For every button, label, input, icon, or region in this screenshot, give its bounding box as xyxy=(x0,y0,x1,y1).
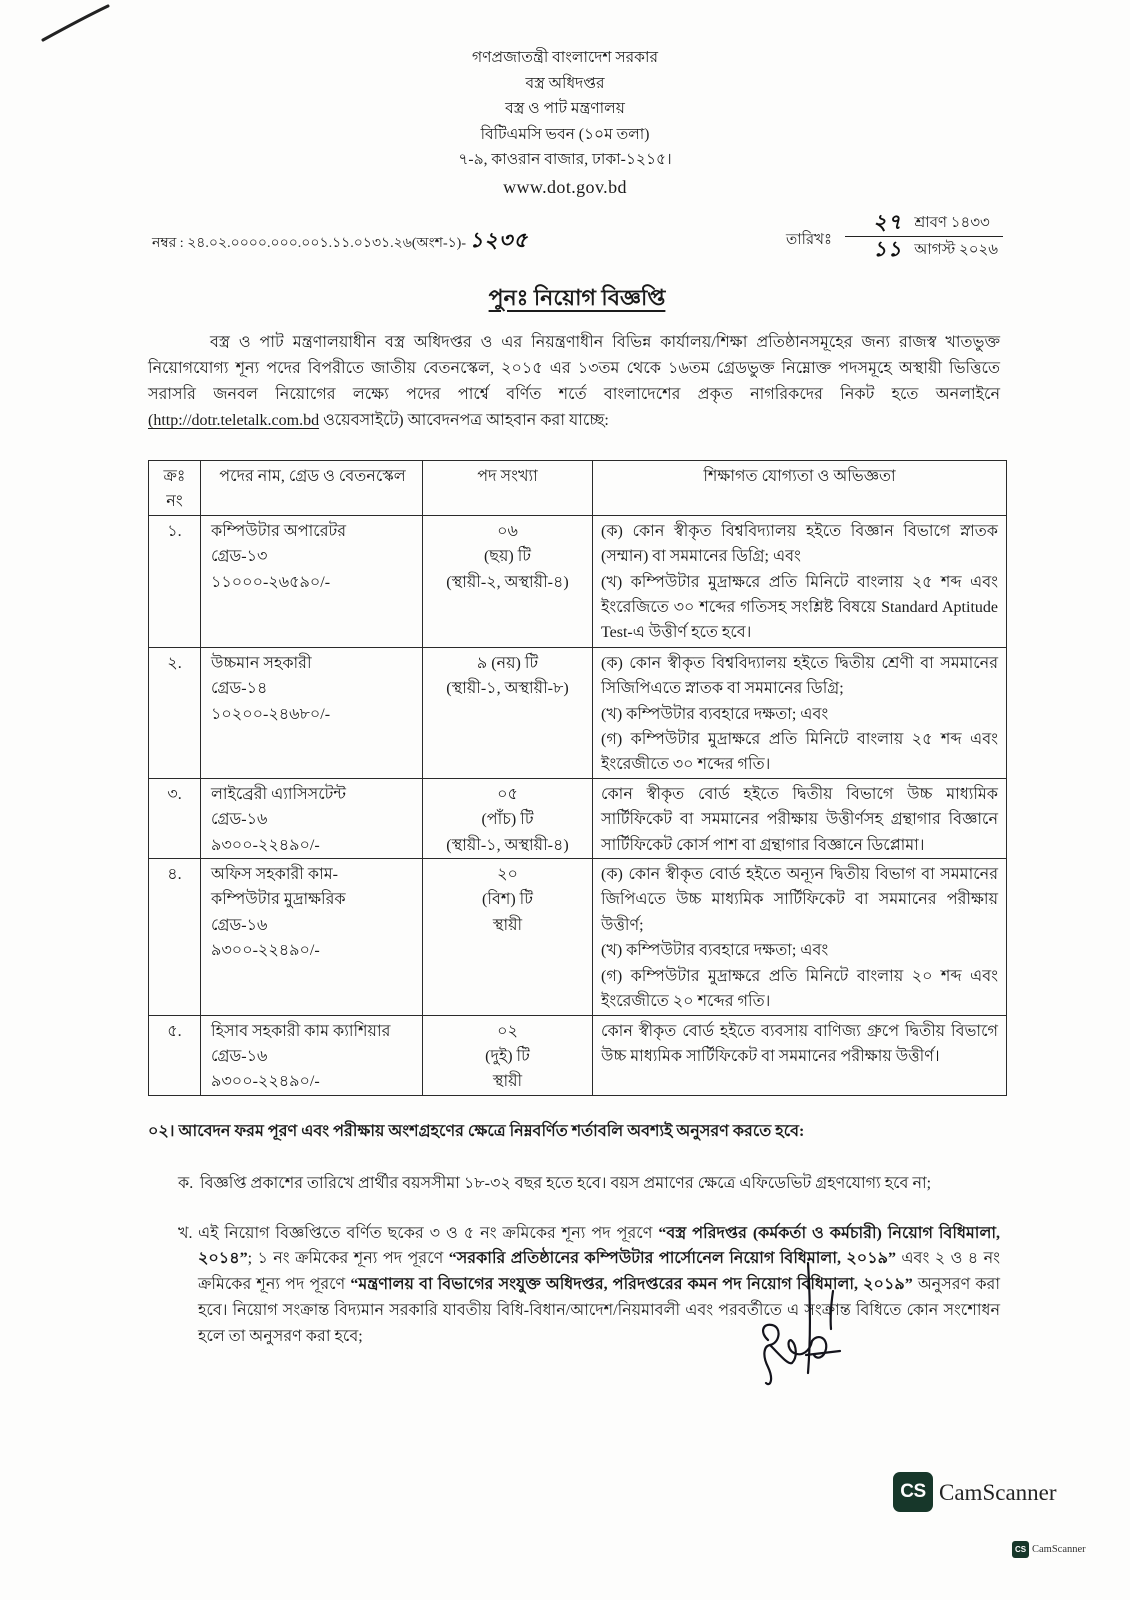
rule-name: “সরকারি প্রতিষ্ঠানের কম্পিউটার পার্সোনেল নিয়োগ বিধিমালা, ২০১৯” xyxy=(448,1250,896,1268)
count-cell xyxy=(423,859,593,1015)
condition-label: খ. xyxy=(178,1224,193,1242)
count-cell xyxy=(423,647,593,778)
qualification-item: (খ) কম্পিউটার ব্যবহারে দক্ষতা; এবং xyxy=(601,705,829,723)
intro-text: বস্ত্র ও পাট মন্ত্রণালয়াধীন বস্ত্র অধিদপ্তর ও এর নিয়ন্ত্রণাধীন বিভিন্ন কার্যালয়/শিক্ষা প্রতিষ্ঠানসমূহের জন্য রাজস্ব খাতভুক্ত নিয়োগযোগ্য শূন্য পদের বিপরীতে জাতীয় বেতনস্কেল, ২০১৫ এর ১৩তম থেকে ১৬তম গ্রেডভুক্ত নিম্নোক্ত পদসমূহে অস্থায়ী ভিত্তিতে সরাসরি জনবল নিয়োগের লক্ষ্যে পদের পার্শ্বে বর্ণিত শর্তে বাংলাদেশের প্রকৃত নাগরিকদের নিকট হতে অনলাইনে xyxy=(148,334,1000,403)
header-post: পদের নাম, গ্রেড ও বেতনস্কেল xyxy=(201,461,423,516)
english-date-month-year: আগস্ট ২০২৬ xyxy=(914,242,998,258)
qualification-cell xyxy=(593,859,1007,1015)
intro-text-end: ওয়েবসাইটে) আবেদনপত্র আহবান করা যাচ্ছে: xyxy=(323,412,609,429)
letterhead xyxy=(0,45,1130,201)
rule-name: “বস্ত্র পরিদপ্তর (কর্মকর্তা ও কর্মচারী) নিয়োগ বিধিমালা, ২০১৪” xyxy=(198,1224,1001,1268)
post-name: উচ্চমান সহকারী xyxy=(211,654,312,672)
qualification-cell xyxy=(593,515,1007,647)
condition-text-part: ; ১ নং ক্রমিকের শূন্য পদ পূরণে xyxy=(247,1250,444,1268)
post-pay-scale: ৯৩০০-২২৪৯০/- xyxy=(211,1073,320,1091)
date-block xyxy=(845,210,1003,264)
row-serial: ৪. xyxy=(149,859,201,1015)
post-pay-scale: ১১০০০-২৬৫৯০/- xyxy=(211,573,331,591)
row-serial: ৩. xyxy=(149,778,201,858)
english-date xyxy=(845,237,1003,264)
memo-number-handwritten: ১২৩৫ xyxy=(469,227,529,252)
qualification-item: (খ) কম্পিউটার ব্যবহারে দক্ষতা; এবং xyxy=(601,942,829,960)
post-pay-scale: ১০২০০-২৪৬৮০/- xyxy=(211,705,331,723)
table-header-row xyxy=(149,461,1007,516)
camscanner-logo: CS xyxy=(893,1472,933,1512)
title-text: পুনঃ নিয়োগ বিজ্ঞপ্তি xyxy=(488,285,666,310)
building-name: বিটিএমসি ভবন (১০ম তলা) xyxy=(480,125,650,143)
government-name: গণপ্রজাতন্ত্রী বাংলাদেশ সরকার xyxy=(471,49,659,66)
post-count: ২০ xyxy=(497,866,518,884)
post-grade: গ্রেড-১৬ xyxy=(211,916,268,934)
qualification-item: (ক) কোন স্বীকৃত বোর্ড হইতে অন্যূন দ্বিতীয় বিভাগ বা সমমানের জিপিএতে উচ্চ মাধ্যমিক সার্টিফিকেট বা সমমানের পরীক্ষায় উত্তীর্ণ; xyxy=(601,866,998,934)
post-cell xyxy=(201,1015,423,1095)
post-grade: গ্রেড-১৬ xyxy=(211,1047,268,1065)
condition-text xyxy=(198,1221,1000,1350)
condition-text-part: অনুসরণ করা হবে। নিয়োগ সংক্রান্ত বিদ্যমান সরকারি যাবতীয় বিধি-বিধান/আদেশ/নিয়মাবলী এবং পরবর্তীতে এ সংক্রান্ত বিধিতে কোন সংশোধন হলে তা অনুসরণ করা হবে; xyxy=(198,1276,1000,1345)
camscanner-brand: CamScanner xyxy=(939,1480,1057,1505)
post-grade: গ্রেড-১৩ xyxy=(211,548,268,566)
post-count-words: (ছয়) টি xyxy=(483,548,532,566)
qualification-cell xyxy=(593,778,1007,858)
row-serial: ৫. xyxy=(149,1015,201,1095)
qualification-item: (গ) কম্পিউটার মুদ্রাক্ষরে প্রতি মিনিটে বাংলায় ২৫ শব্দ এবং ইংরেজীতে ৩০ শব্দের গতি। xyxy=(601,731,998,774)
camscanner-small-brand: CamScanner xyxy=(1032,1544,1086,1555)
post-grade: গ্রেড-১৬ xyxy=(211,811,268,829)
header-serial-text: ক্রঃ xyxy=(163,468,186,485)
application-url: (http://dotr.teletalk.com.bd xyxy=(148,412,320,429)
post-cell xyxy=(201,515,423,647)
post-count-breakdown: (স্থায়ী-১, অস্থায়ী-৪) xyxy=(446,836,569,854)
posts-table xyxy=(148,460,1007,1096)
header-serial xyxy=(149,461,201,516)
notice-body xyxy=(148,283,1006,1350)
post-count: ০২ xyxy=(497,1022,518,1040)
post-count-words: (পাঁচ) টি xyxy=(481,811,534,829)
handwritten-signature-icon xyxy=(740,1245,860,1395)
post-count-breakdown: (স্থায়ী-২, অস্থায়ী-৪) xyxy=(446,573,569,591)
qualification-item: কোন স্বীকৃত বোর্ড হইতে ব্যবসায় বাণিজ্য গ্রুপে দ্বিতীয় বিভাগে উচ্চ মাধ্যমিক সার্টিফিকেট বা সমমানের পরীক্ষায় উত্তীর্ণ। xyxy=(601,1022,998,1065)
table-row xyxy=(149,859,1007,1015)
qualification-item: কোন স্বীকৃত বোর্ড হইতে দ্বিতীয় বিভাগে উচ্চ মাধ্যমিক সার্টিফিকেট বা সমমানের পরীক্ষায় উত্তীর্ণসহ গ্রন্থাগার বিজ্ঞানে সার্টিফিকেট কোর্স পাশ বা গ্রন্থাগার বিজ্ঞানে ডিপ্লোমা। xyxy=(601,785,998,854)
post-count: ০৫ xyxy=(497,785,518,803)
count-cell xyxy=(423,778,593,858)
row-serial: ১. xyxy=(149,515,201,647)
intro-paragraph xyxy=(148,330,1000,434)
condition-label: ক. xyxy=(178,1174,194,1192)
pen-stroke-icon xyxy=(38,2,113,44)
post-name: কম্পিউটার অপারেটর xyxy=(211,522,347,540)
table-row xyxy=(149,778,1007,858)
conditions-heading: ০২। আবেদন ফরম পূরণ এবং পরীক্ষায় অংশগ্রহণের ক্ষেত্রে নিম্নবর্ণিত শর্তাবলি অবশ্যই অনুসরণ করতে হবে: xyxy=(148,1122,805,1140)
post-count-words: (দুই) টি xyxy=(485,1047,530,1065)
condition-kha xyxy=(178,1221,1000,1350)
bangla-date xyxy=(845,210,1003,237)
ministry-name: বস্ত্র ও পাট মন্ত্রণালয় xyxy=(505,100,625,117)
table-row xyxy=(149,1015,1007,1095)
condition-text: বিজ্ঞপ্তি প্রকাশের তারিখে প্রার্থীর বয়সসীমা ১৮-৩২ বছর হতে হবে। বয়স প্রমাণের ক্ষেত্রে এফিডেভিট গ্রহণযোগ্য হবে না; xyxy=(200,1174,932,1192)
website: www.dot.gov.bd xyxy=(503,176,627,197)
post-count-breakdown: স্থায়ী xyxy=(492,916,523,934)
office-address: ৭-৯, কাওরান বাজার, ঢাকা-১২১৫। xyxy=(458,151,672,168)
count-cell xyxy=(423,515,593,647)
post-count: ০৬ xyxy=(497,522,518,540)
post-count-words: (বিশ) টি xyxy=(482,891,533,909)
post-pay-scale: ৯৩০০-২২৪৯০/- xyxy=(211,836,320,854)
header-qualification: শিক্ষাগত যোগ্যতা ও অভিজ্ঞতা xyxy=(593,461,1007,516)
qualification-cell xyxy=(593,1015,1007,1095)
camscanner-small-logo: CS xyxy=(1012,1541,1029,1558)
bangla-date-month-year: শ্রাবণ ১৪৩৩ xyxy=(914,214,990,231)
memo-number xyxy=(152,226,528,258)
department-name: বস্ত্র অধিদপ্তর xyxy=(525,74,605,92)
post-grade: গ্রেড-১৪ xyxy=(211,680,268,698)
header-count: পদ সংখ্যা xyxy=(423,461,593,516)
english-date-day: ১১ xyxy=(873,236,903,261)
row-serial: ২. xyxy=(149,647,201,778)
post-pay-scale: ৯৩০০-২২৪৯০/- xyxy=(211,942,320,960)
qualification-item: (ক) কোন স্বীকৃত বিশ্ববিদ্যালয় হইতে দ্বিতীয় শ্রেণী বা সমমানের সিজিপিএতে স্নাতক বা সমমানের ডিগ্রি; xyxy=(601,654,998,698)
qualification-cell xyxy=(593,647,1007,778)
condition-text-part: এই নিয়োগ বিজ্ঞপ্তিতে বর্ণিত ছকের ৩ ও ৫ নং ক্রমিকের শূন্য পদ পূরণে xyxy=(198,1224,653,1242)
post-count-breakdown: স্থায়ী xyxy=(492,1073,523,1091)
page-title xyxy=(148,283,1006,313)
post-name-continued: কম্পিউটার মুদ্রাক্ষরিক xyxy=(211,891,346,909)
memo-number-label: নম্বর : ২৪.০২.০০০০.০০০.০০১.১১.০১৩১.২৬(অংশ-১)- xyxy=(152,236,467,251)
condition-ka xyxy=(178,1171,1006,1197)
bangla-date-day: ২৭ xyxy=(873,208,903,234)
post-cell xyxy=(201,778,423,858)
post-name: হিসাব সহকারী কাম ক্যাশিয়ার xyxy=(211,1022,391,1040)
post-cell xyxy=(201,859,423,1015)
date-label: তারিখঃ xyxy=(786,232,832,248)
table-row xyxy=(149,647,1007,778)
rule-name: “মন্ত্রণালয় বা বিভাগের সংযুক্ত অধিদপ্তর, পরিদপ্তরের কমন পদ নিয়োগ বিধিমালা, ২০১৯” xyxy=(350,1276,913,1294)
table-row xyxy=(149,515,1007,647)
qualification-item: (খ) কম্পিউটার মুদ্রাক্ষরে প্রতি মিনিটে বাংলায় ২৫ শব্দ এবং ইংরেজিতে ৩০ শব্দের গতিসহ সংশ্লিষ্ট বিষয়ে Standard Aptitude Test-এ উত্তীর্ণ হতে হবে। xyxy=(601,573,998,642)
qualification-item: (গ) কম্পিউটার মুদ্রাক্ষরে প্রতি মিনিটে বাংলায় ২০ শব্দ এবং ইংরেজীতে ২০ শব্দের গতি। xyxy=(601,967,998,1011)
count-cell xyxy=(423,1015,593,1095)
post-name: লাইব্রেরী এ্যাসিসটেন্ট xyxy=(211,785,346,803)
condition-text-part: এবং ২ ও ৪ নং ক্রমিকের শূন্য পদ পূরণে xyxy=(198,1250,1001,1294)
post-name: অফিস সহকারী কাম- xyxy=(211,866,338,884)
post-count-breakdown: (স্থায়ী-১, অস্থায়ী-৮) xyxy=(446,680,569,698)
post-cell xyxy=(201,647,423,778)
post-count-words: ৯ (নয়) টি xyxy=(476,654,539,672)
qualification-item: (ক) কোন স্বীকৃত বিশ্ববিদ্যালয় হইতে বিজ্ঞান বিভাগে স্নাতক (সম্মান) বা সমমানের ডিগ্রি; এবং xyxy=(601,522,998,566)
header-serial-text: নং xyxy=(166,493,183,511)
